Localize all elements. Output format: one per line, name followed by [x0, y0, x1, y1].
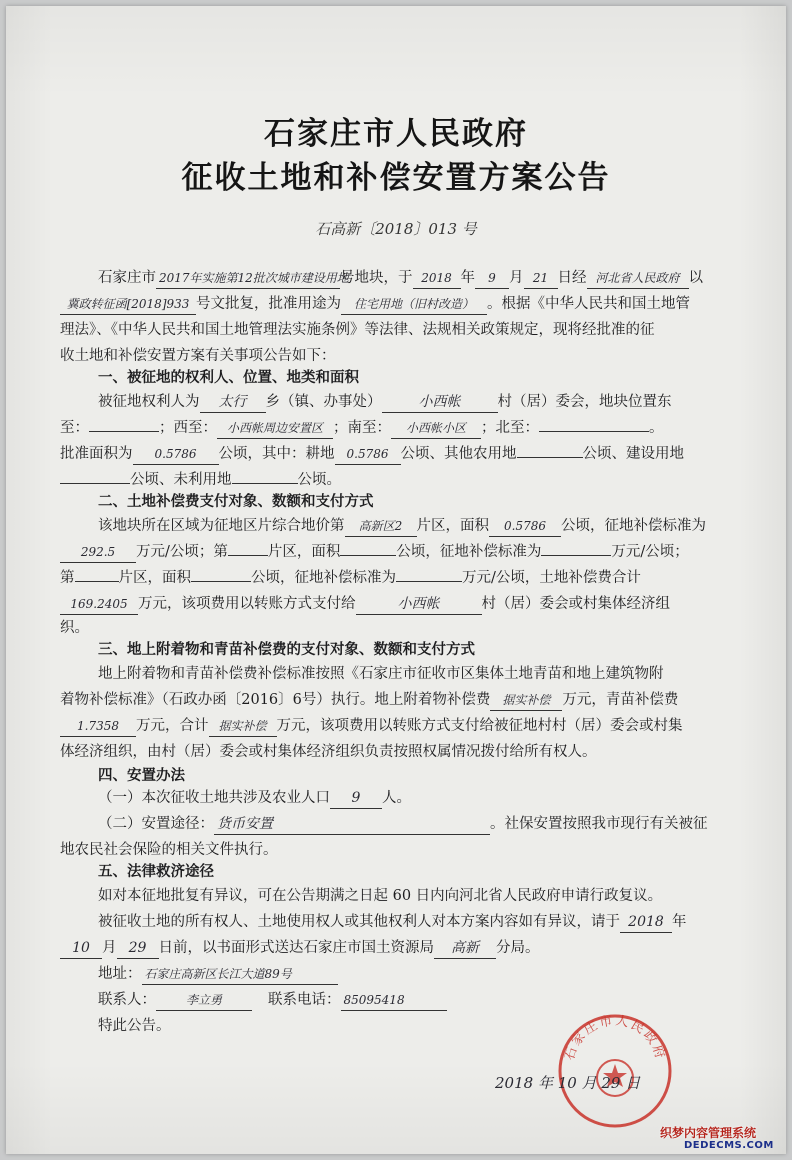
s1-line-2: 至： ；西至： 小西帐周边安置区 ；南至： 小西帐小区 ；北至： 。 [60, 418, 750, 439]
s2-line-1: 该地块所在区域为征地区片综合地价第 高新区2 片区，面积 0.5786 公顷，征地补偿标准为 [98, 516, 788, 537]
s3-line-1: 地上附着物和青苗补偿费补偿标准按照《石家庄市征收市区集体土地青苗和地上建筑物附 [98, 666, 664, 682]
intro-line-3: 理法》、《中华人民共和国土地管理法实施条例》等法律、法规相关政策规定，现将经批准的征 [60, 322, 655, 338]
project-name: 2017年实施第12批次城市建设用地 [156, 268, 340, 289]
s1-line-4: 公顷、未利用地 公顷。 [60, 470, 750, 490]
intro-line-1: 石家庄市 2017年实施第12批次城市建设用地号地块，于 2018 年 9 月 21 日经 河北省人民政府 以 [98, 268, 788, 289]
s5-line-3: 10 月 29 日前，以书面形式送达石家庄市国土资源局 高新 分局。 [60, 938, 750, 959]
s1-line-3: 批准面积为 0.5786 公顷，其中：耕地 0.5786 公顷、其他农用地 公顷、建设用地 [60, 444, 750, 465]
section-4-heading: 四、安置办法 [98, 768, 185, 784]
s4-line-3: 地农民社会保险的相关文件执行。 [60, 842, 278, 858]
s2-line-3: 第 片区，面积 公顷，征地补偿标准为 万元/公顷，土地补偿费合计 [60, 570, 641, 586]
s5-line-2: 被征收土地的所有权人、土地使用权人或其他权利人对本方案内容如有异议，请于 2018 年 [98, 912, 788, 933]
s5-address: 地址： 石家庄高新区长江大道89号 [98, 964, 788, 985]
official-seal-icon [556, 1012, 674, 1130]
page-subtitle: 征收土地和补偿安置方案公告 [181, 160, 611, 196]
page-title: 石家庄市人民政府 [264, 116, 528, 152]
section-2-heading: 二、土地补偿费支付对象、数额和支付方式 [98, 494, 374, 510]
s4-line-1: （一）本次征收土地共涉及农业人口 9 人。 [98, 788, 788, 809]
s1-line-1: 被征地权利人为 太行 乡（镇、办事处） 小西帐 村（居）委会，地块位置东 [98, 392, 788, 413]
s2-line-5: 织。 [60, 620, 89, 636]
s5-contact: 联系人： 李立勇 联系电话： 85095418 [98, 990, 788, 1011]
s3-line-4: 体经济组织，由村（居）委会或村集体经济组织负责按照权属情况拨付给所有权人。 [60, 744, 597, 760]
section-3-heading: 三、地上附着物和青苗补偿费的支付对象、数额和支付方式 [98, 642, 475, 658]
intro-line-4: 收土地和补偿安置方案有关事项公告如下： [60, 348, 336, 364]
s3-line-3: 1.7358 万元，合计 据实补偿 万元，该项费用以转账方式支付给被征地村村（居）委会或村集 [60, 716, 750, 737]
svg-text:石家庄市人民政府 [562, 1013, 667, 1062]
document-number: 石高新〔2018〕013 号 [315, 220, 477, 238]
s2-line-4: 169.2405 万元，该项费用以转账方式支付给 小西帐 村（居）委会或村集体经济组 [60, 594, 750, 615]
section-1-heading: 一、被征地的权利人、位置、地类和面积 [98, 370, 359, 386]
s2-line-2: 292.5 万元/公顷；第 片区，面积 公顷，征地补偿标准为 万元/公顷； [60, 542, 750, 563]
s5-closing: 特此公告。 [98, 1018, 171, 1034]
intro-line-2: 冀政转征函[2018]933 号文批复，批准用途为 住宅用地（旧村改造） 。根据《中华人民共和国土地管 [60, 294, 750, 315]
section-5-heading: 五、法律救济途径 [98, 864, 214, 880]
signature-date: 2018 年 10 月 29 日 [495, 1074, 641, 1092]
s5-line-1: 如对本征地批复有异议，可在公告期满之日起 60 日内向河北省人民政府申请行政复议。 [98, 888, 663, 904]
watermark-en: DEDECMS.COM [684, 1140, 774, 1151]
s4-line-2: （二）安置途径： 货币安置 。社保安置按照我市现行有关被征 [98, 814, 788, 835]
s3-line-2: 着物补偿标准》（石政办函〔2016〕6号）执行。地上附着物补偿费 据实补偿 万元，青苗补偿费 [60, 690, 750, 711]
watermark-cn: 织梦内容管理系统 [660, 1126, 757, 1140]
seal-text: 石家庄市人民政府 [562, 1013, 668, 1063]
